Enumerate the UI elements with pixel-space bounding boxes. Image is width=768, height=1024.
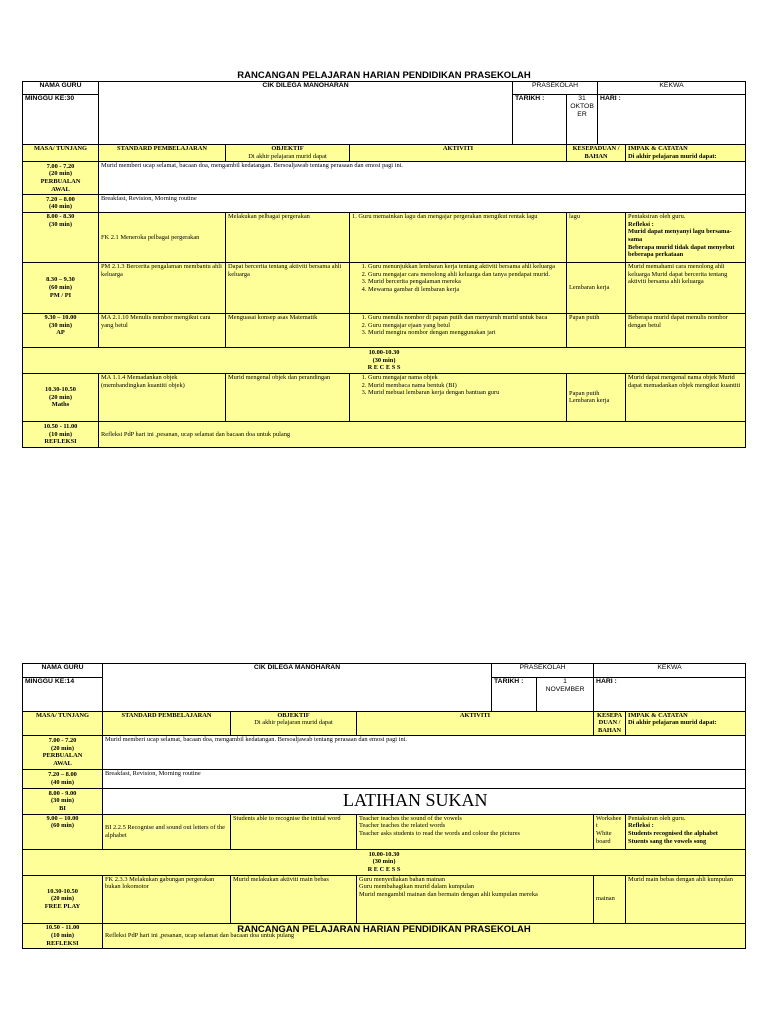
- bahan-cell: lagu: [567, 212, 626, 262]
- header-standard: STANDARD PEMBELAJARAN: [103, 711, 231, 735]
- time-cell: 9.00 – 10.00 (60 min): [23, 814, 103, 849]
- activity-text: Refleksi PdP hari ini ,pesanan, ucap selamat dan bacaan doa untuk pulang: [103, 923, 746, 948]
- standard-cell: FK 2.3.3 Melakukan gabungan pergerakan bukan lokomotor: [103, 875, 231, 923]
- time-cell: 7.20 – 8.00 (40 min): [23, 194, 99, 212]
- time-cell: 10.30-10.50 (20 min) Maths: [23, 373, 99, 421]
- time-cell: 8.30 – 9.30 (60 min) PM / PI: [23, 262, 99, 313]
- prasekolah-label: PRASEKOLAH: [513, 82, 598, 95]
- impak-cell: Murid main bebas dengan ahli kumpulan: [626, 875, 746, 923]
- time-cell: 10.30-10.50 (20 min) FREE PLAY: [23, 875, 103, 923]
- aktiviti-cell: 1. Guru menulis nombor di papan putih dan menyuruh murid untuk baca 2. Guru mengajar ejaan yang betul 3. Murid mengira nombor dengan menggunakan jari: [350, 313, 567, 347]
- header-impak: IMPAK & CATATAN Di akhir pelajaran murid dapat:: [626, 711, 746, 735]
- lesson-plan-table-1: [22, 81, 746, 448]
- objektif-cell: Menguasai konsep asas Matematik: [226, 313, 350, 347]
- page-title: RANCANGAN PELAJARAN HARIAN PENDIDIKAN PRASEKOLAH: [237, 70, 531, 81]
- teacher-name: CIK DILEGA MANOHARAN: [99, 82, 513, 145]
- activity-text: Breakfast, Revision, Morning routine: [103, 769, 746, 788]
- header-aktiviti: AKTIVITI: [357, 711, 594, 735]
- aktiviti-cell: Teacher teaches the sound of the vowels Teacher teaches the related words Teacher asks students to read the words and colour the pictures: [357, 814, 594, 849]
- bahan-cell: mainan: [594, 875, 626, 923]
- time-cell: 7.00 - 7.20 (20 min) PERBUALAN AWAL: [23, 161, 99, 194]
- tarikh-label: TARIKH :: [513, 95, 567, 145]
- minggu-label: MINGGU KE:14: [23, 678, 103, 712]
- header-standard: STANDARD PEMBELAJARAN: [99, 144, 226, 161]
- impak-cell: Pentaksiran oleh guru. Refleksi : Students recognised the alphabet Stuents sang the vowels song: [626, 814, 746, 849]
- time-cell: 9.30 – 10.00 (30 min) AP: [23, 313, 99, 347]
- hari-label: HARI :: [594, 678, 746, 712]
- header-impak: IMPAK & CATATAN Di akhir pelajaran murid dapat:: [626, 144, 746, 161]
- tarikh-label: TARIKH :: [492, 678, 537, 712]
- aktiviti-cell: 1. Guru mengajar nama objek 2. Murid membaca nama bentuk (BI) 3. Murid mebuat lembaran kerja dengan bantuan guru: [350, 373, 567, 421]
- recess-row: 10.00-10.30 (30 min) R E C E S S: [23, 347, 746, 373]
- objektif-cell: Murid mengenal objek dan perandingan: [226, 373, 350, 421]
- bahan-cell: Lembaran kerja: [567, 262, 626, 313]
- impak-cell: Beberapa murid dapat menulis nombor dengan betul: [626, 313, 746, 347]
- bahan-cell: Papan putih: [567, 313, 626, 347]
- impak-cell: Pentaksiran oleh guru. Refleksi : Murid dapat menyanyi lagu bersama-sama Beberapa murid tidak dapat menyebut beberapa perkataan: [626, 212, 746, 262]
- nama-guru-label: NAMA GURU: [23, 664, 103, 678]
- header-objektif: OBJEKTIF Di akhir pelajaran murid dapat: [231, 711, 357, 735]
- lesson-plan-table-2: [22, 663, 746, 949]
- hari-label: HARI :: [598, 95, 746, 145]
- latihan-sukan-banner: LATIHAN SUKAN: [103, 788, 746, 814]
- time-cell: 10.50 - 11.00 (10 min) REFLEKSI: [23, 421, 99, 447]
- activity-text: Murid memberi ucap selamat, bacaan doa, mengambil kedatangan. Bersoaljawab tentang perasaan dan emosi pagi ini.: [103, 735, 746, 769]
- objektif-cell: Melakukan pelbagai pergerakan: [226, 212, 350, 262]
- minggu-label: MINGGU KE:30: [23, 95, 99, 145]
- class-name: KEKWA: [598, 82, 746, 95]
- impak-cell: Murid memahami cara menolong ahli keluarga Murid dapat bercerita tentang aktiviti bersama ahli keluarga: [626, 262, 746, 313]
- impak-cell: Murid dapat mengenal nama objek Murid dapat memadankan objek mengikut kuantiti: [626, 373, 746, 421]
- objektif-cell: Murid melakukan aktiviti main bebas: [231, 875, 357, 923]
- aktiviti-cell: 1. Guru memainkan lagu dan mengajar pergerakan mengikut rentak lagu: [350, 212, 567, 262]
- header-kesepaduan: KESEPADUAN / BAHAN: [567, 144, 626, 161]
- time-cell: 8.00 - 9.00 (30 min) BI: [23, 788, 103, 814]
- objektif-cell: Dapat bercerita tentang aktiviti bersama ahli keluarga: [226, 262, 350, 313]
- standard-cell: MA 1.1.4 Memadankan objek (membandingkan kuantiti objek): [99, 373, 226, 421]
- aktiviti-cell: 1. Guru menunjukkan lembaran kerja tentang aktiviti bersama ahli keluarga 2. Guru mengajar cara menolong ahli keluarga dan tanya pendapat murid. 3. Murid bercerita pengalaman mereka 4. Mewarna gambar di lembaran kerja: [350, 262, 567, 313]
- header-objektif: OBJEKTIF Di akhir pelajaran murid dapat: [226, 144, 350, 161]
- header-masa: MASA/ TUNJANG: [23, 144, 99, 161]
- prasekolah-label: PRASEKOLAH: [492, 664, 594, 678]
- activity-text: Breakfast, Revision, Morning routine: [99, 194, 746, 212]
- activity-text: Refleksi PdP hari ini ,pesanan, ucap selamat dan bacaan doa untuk pulang: [99, 421, 746, 447]
- bahan-cell: Papan putih Lembaran kerja: [567, 373, 626, 421]
- bahan-cell: Worksheet White board: [594, 814, 626, 849]
- header-kesepaduan: KESEPADUAN / BAHAN: [594, 711, 626, 735]
- class-name: KEKWA: [594, 664, 746, 678]
- time-cell: 7.00 - 7.20 (20 min) PERBUALAN AWAL: [23, 735, 103, 769]
- standard-cell: MA 2.1.10 Menulis nombor mengikut cara yang betul: [99, 313, 226, 347]
- time-cell: 7.20 – 8.00 (40 min): [23, 769, 103, 788]
- tarikh-value: 1 NOVEMBER: [537, 678, 594, 712]
- standard-cell: PM 2.1.3 Bercerita pengalaman membantu ahli keluarga: [99, 262, 226, 313]
- standard-cell: FK 2.1 Meneroka pelbagai pergerakan: [99, 212, 226, 262]
- aktiviti-cell: Guru menyediakan bahan mainan Guru membahagikan murid dalam kumpulan Murid mengambil mainan dan bermain dengan ahli kumpulan mereka: [357, 875, 594, 923]
- time-cell: 10.50 - 11.00 (10 min) REFLEKSI: [23, 923, 103, 948]
- page-title-bottom: RANCANGAN PELAJARAN HARIAN PENDIDIKAN PRASEKOLAH: [237, 924, 531, 935]
- nama-guru-label: NAMA GURU: [23, 82, 99, 95]
- header-aktiviti: AKTIVITI: [350, 144, 567, 161]
- time-cell: 8.00 - 8.30 (30 min): [23, 212, 99, 262]
- teacher-name: CIK DILEGA MANOHARAN: [103, 664, 492, 712]
- tarikh-value: 31 OKTOBER: [567, 95, 598, 145]
- standard-cell: BI 2.2.5 Recognise and sound out letters of the alphabet: [103, 814, 231, 849]
- activity-text: Murid memberi ucap selamat, bacaan doa, mengambil kedatangan. Bersoaljawab tentang perasaan dan emosi pagi ini.: [99, 161, 746, 194]
- header-masa: MASA/ TUNJANG: [23, 711, 103, 735]
- objektif-cell: Students able to recognise the initial word: [231, 814, 357, 849]
- recess-row: 10.00-10.30 (30 min) R E C E S S: [23, 849, 746, 875]
